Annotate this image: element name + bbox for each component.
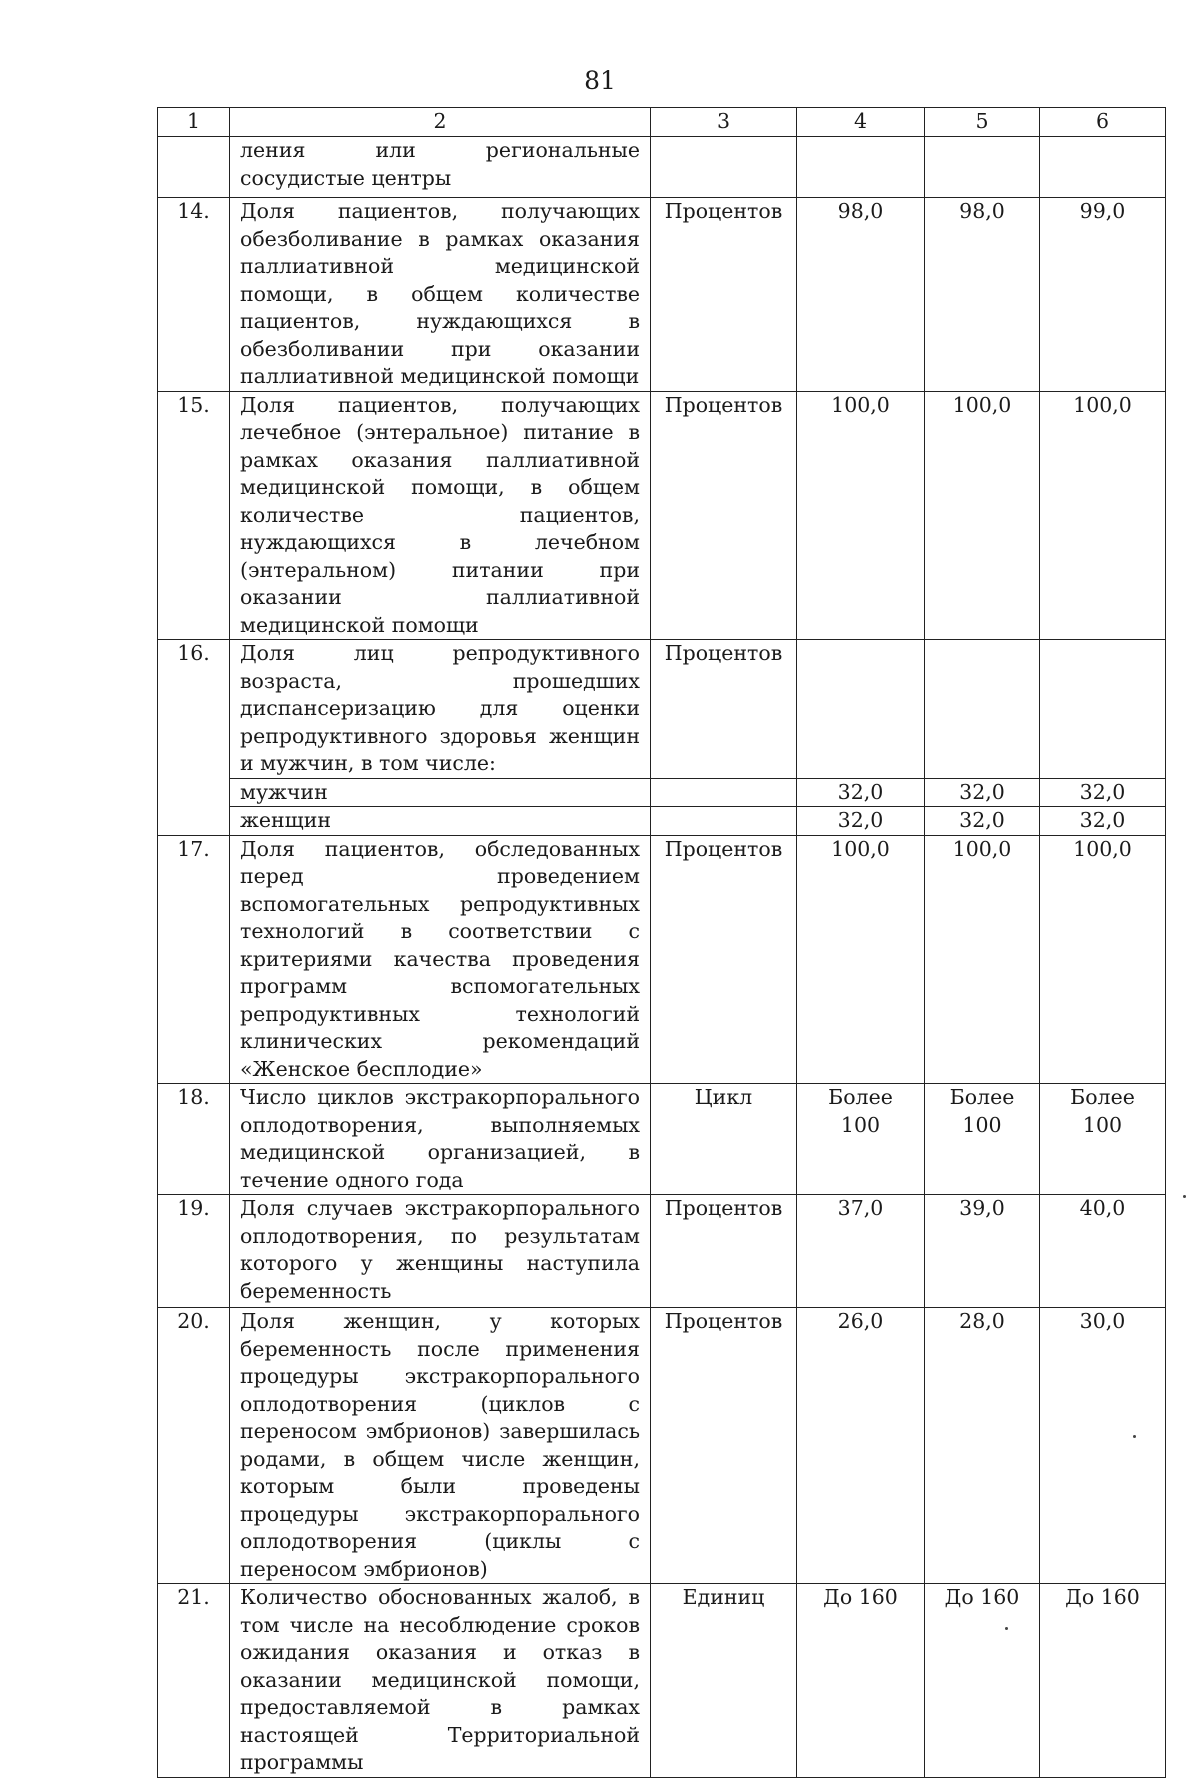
row-unit: Процентов <box>651 1195 797 1308</box>
row-value-col6: 30,0 <box>1040 1308 1166 1584</box>
subrow-label: женщин <box>230 807 651 836</box>
row-indicator-text: Число циклов экстракорпорального оплодотворения, выполняемых медицинской организацией, в течение одного года <box>230 1084 651 1195</box>
row-value-col5: Более 100 <box>925 1084 1040 1195</box>
row-value-col6: 100,0 <box>1040 391 1166 640</box>
row-indicator-text: ления или региональные сосудистые центры <box>230 137 651 198</box>
table-row <box>158 835 1166 1084</box>
table-subrow-men <box>158 778 1166 807</box>
subrow-value-col6: 32,0 <box>1040 807 1166 836</box>
table-row <box>158 1084 1166 1195</box>
row-value-col6: Более 100 <box>1040 1084 1166 1195</box>
row-value-col4 <box>797 640 925 779</box>
header-cell-4: 4 <box>797 108 925 137</box>
header-cell-6: 6 <box>1040 108 1166 137</box>
scan-speck <box>1183 1195 1186 1198</box>
header-cell-3: 3 <box>651 108 797 137</box>
row-indicator-text: Доля лиц репродуктивного возраста, прошедших диспансеризацию для оценки репродуктивного здоровья женщин и мужчин, в том числе: <box>230 640 651 779</box>
page-number: 81 <box>584 66 616 95</box>
row-value-col6: 99,0 <box>1040 198 1166 392</box>
row-unit <box>651 137 797 198</box>
scan-speck <box>1133 1435 1136 1438</box>
header-cell-5: 5 <box>925 108 1040 137</box>
row-value-col5: 100,0 <box>925 391 1040 640</box>
table-row <box>158 1195 1166 1308</box>
header-cell-1: 1 <box>158 108 230 137</box>
row-unit: Процентов <box>651 198 797 392</box>
subrow-value-col4: 32,0 <box>797 778 925 807</box>
subrow-label: мужчин <box>230 778 651 807</box>
row-indicator-text: Доля пациентов, обследованных перед проведением вспомогательных репродуктивных технологий в соответствии с критериями качества проведения программ вспомогательных репродуктивных технологий клинических рекомендаций «Женское бесплодие» <box>230 835 651 1084</box>
row-value-col4: 37,0 <box>797 1195 925 1308</box>
row-number: 14. <box>158 198 230 392</box>
row-value-col6: 100,0 <box>1040 835 1166 1084</box>
row-indicator-text: Доля женщин, у которых беременность после применения процедуры экстракорпорального оплодотворения (циклов с переносом эмбрионов) завершилась родами, в общем числе женщин, которым были проведены процедуры экстракорпорального оплодотворения (циклы с переносом эмбрионов) <box>230 1308 651 1584</box>
row-indicator-text: Доля случаев экстракорпорального оплодотворения, по результатам которого у женщины наступила беременность <box>230 1195 651 1308</box>
indicators-table <box>157 107 1166 1778</box>
subrow-value-col6: 32,0 <box>1040 778 1166 807</box>
row-value-col5: 100,0 <box>925 835 1040 1084</box>
table-row <box>158 1308 1166 1584</box>
row-unit: Процентов <box>651 391 797 640</box>
subrow-unit <box>651 807 797 836</box>
row-unit: Единиц <box>651 1584 797 1778</box>
table-header-row <box>158 108 1166 137</box>
row-number: 17. <box>158 835 230 1084</box>
row-value-col4: До 160 <box>797 1584 925 1778</box>
row-unit: Процентов <box>651 835 797 1084</box>
subrow-value-col4: 32,0 <box>797 807 925 836</box>
row-indicator-text: Доля пациентов, получающих лечебное (энтеральное) питание в рамках оказания паллиативной медицинской помощи, в общем количестве пациентов, нуждающихся в лечебном (энтеральном) питании при оказании паллиативной медицинской помощи <box>230 391 651 640</box>
row-unit: Процентов <box>651 1308 797 1584</box>
table-row-continuation <box>158 137 1166 198</box>
row-value-col6: 40,0 <box>1040 1195 1166 1308</box>
row-value-col5: 28,0 <box>925 1308 1040 1584</box>
row-value-col6 <box>1040 137 1166 198</box>
row-number: 19. <box>158 1195 230 1308</box>
row-value-col5: 98,0 <box>925 198 1040 392</box>
row-indicator-text: Количество обоснованных жалоб, в том числе на несоблюдение сроков ожидания оказания и отказ в оказании медицинской помощи, предоставляемой в рамках настоящей Территориальной программы <box>230 1584 651 1778</box>
subrow-value-col5: 32,0 <box>925 807 1040 836</box>
table-row <box>158 640 1166 779</box>
row-value-col5: До 160 <box>925 1584 1040 1778</box>
row-value-col5 <box>925 137 1040 198</box>
row-number <box>158 137 230 198</box>
row-value-col5: 39,0 <box>925 1195 1040 1308</box>
row-value-col5 <box>925 640 1040 779</box>
row-value-col4: 100,0 <box>797 835 925 1084</box>
row-unit: Процентов <box>651 640 797 779</box>
row-indicator-text: Доля пациентов, получающих обезболивание в рамках оказания паллиативной медицинской помощи, в общем количестве пациентов, нуждающихся в обезболивании при оказании паллиативной медицинской помощи <box>230 198 651 392</box>
row-value-col4: 100,0 <box>797 391 925 640</box>
subrow-unit <box>651 778 797 807</box>
row-value-col6 <box>1040 640 1166 779</box>
row-unit: Цикл <box>651 1084 797 1195</box>
row-number: 18. <box>158 1084 230 1195</box>
row-number: 16. <box>158 640 230 836</box>
row-value-col6: До 160 <box>1040 1584 1166 1778</box>
subrow-value-col5: 32,0 <box>925 778 1040 807</box>
row-number: 21. <box>158 1584 230 1778</box>
row-number: 15. <box>158 391 230 640</box>
table-subrow-women <box>158 807 1166 836</box>
row-number: 20. <box>158 1308 230 1584</box>
row-value-col4 <box>797 137 925 198</box>
header-cell-2: 2 <box>230 108 651 137</box>
row-value-col4: 98,0 <box>797 198 925 392</box>
table-row <box>158 391 1166 640</box>
row-value-col4: 26,0 <box>797 1308 925 1584</box>
table-row <box>158 198 1166 392</box>
row-value-col4: Более 100 <box>797 1084 925 1195</box>
scan-speck <box>1005 1627 1008 1630</box>
table-row <box>158 1584 1166 1778</box>
